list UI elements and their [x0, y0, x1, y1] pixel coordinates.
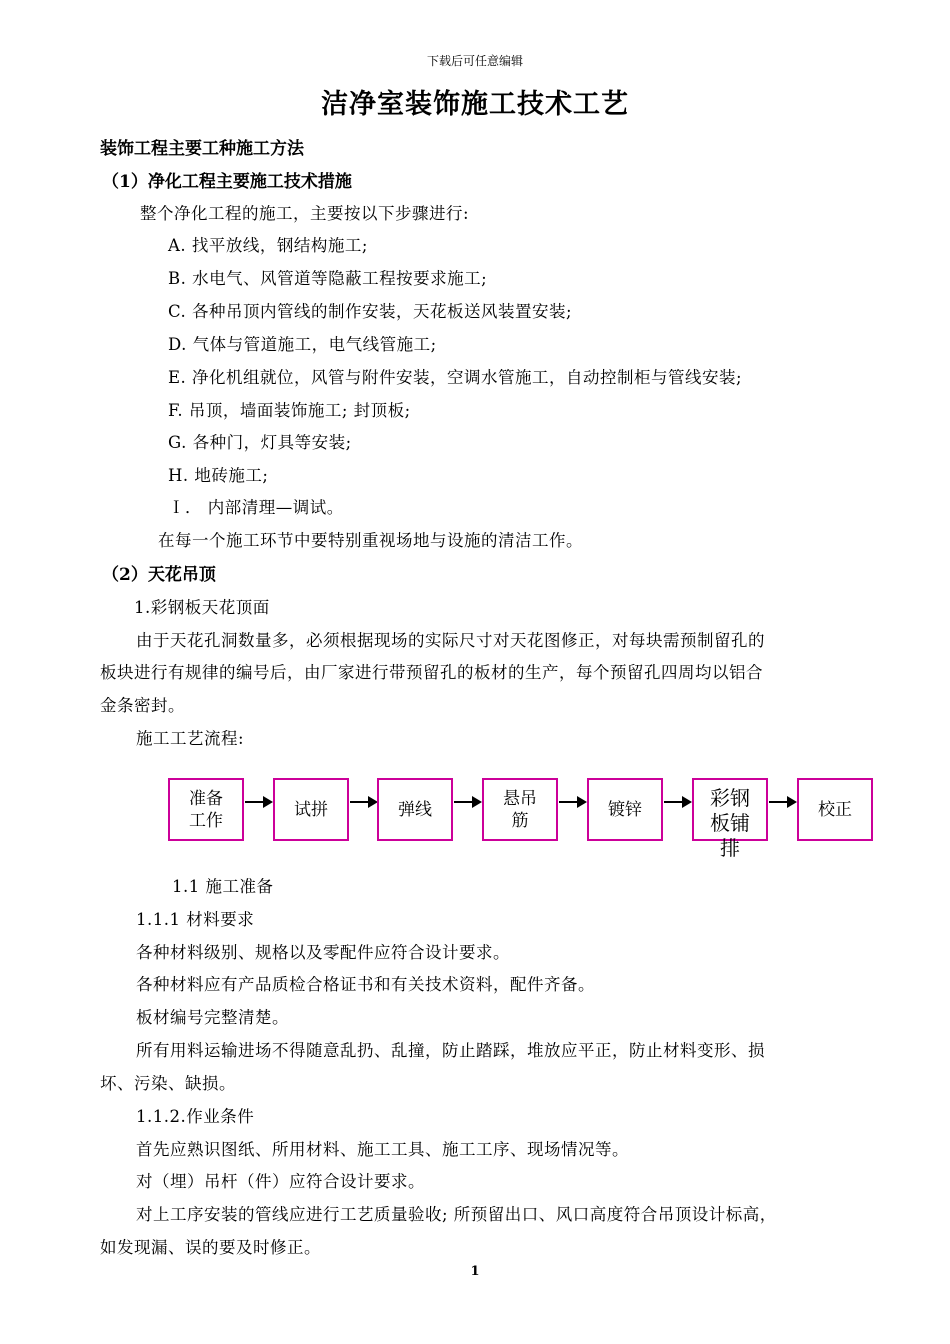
subheading-material-requirements: 1.1.1 材料要求 [136, 910, 255, 929]
part1-note: 在每一个施工环节中要特别重视场地与设施的清洁工作。 [158, 531, 583, 550]
paragraph-line: 如发现漏、误的要及时修正。 [100, 1238, 321, 1257]
arrow-icon [664, 801, 690, 803]
part1-intro: 整个净化工程的施工，主要按以下步骤进行: [140, 204, 470, 223]
paragraph-line: 首先应熟识图纸、所用材料、施工工具、施工工序、现场情况等。 [136, 1140, 629, 1159]
paragraph-line: 坏、污染、缺损。 [100, 1074, 236, 1093]
arrow-icon [245, 801, 271, 803]
flow-box-suspension-rod: 悬吊 筋 [482, 778, 558, 841]
document-title: 洁净室装饰施工技术工艺 [321, 89, 629, 120]
step-item: D. 气体与管道施工，电气线管施工; [168, 335, 437, 354]
paragraph-line: 金条密封。 [100, 696, 185, 715]
header-note: 下载后可任意编辑 [426, 54, 523, 68]
arrow-icon [350, 801, 376, 803]
flow-box-trial-assembly: 试拼 [273, 778, 349, 841]
paragraph-line: 由于天花孔洞数量多，必须根据现场的实际尺寸对天花图修正，对每块需预制留孔的 [136, 631, 765, 650]
step-item: H. 地砖施工; [168, 466, 269, 485]
step-item: A. 找平放线，钢结构施工; [168, 236, 368, 255]
subheading-color-steel-ceiling: 1.彩钢板天花顶面 [134, 598, 270, 617]
paragraph-line: 所有用料运输进场不得随意乱扔、乱撞，防止踏踩，堆放应平正，防止材料变形、损 [136, 1041, 765, 1060]
paragraph-line: 板块进行有规律的编号后，由厂家进行带预留孔的板材的生产，每个预留孔四周均以铝合 [100, 663, 763, 682]
paragraph-line: 对（埋）吊杆（件）应符合设计要求。 [136, 1172, 425, 1191]
flow-box-correction: 校正 [797, 778, 873, 841]
flow-box-galvanizing: 镀锌 [587, 778, 663, 841]
arrow-icon [769, 801, 795, 803]
step-item: C. 各种吊顶内管线的制作安装，天花板送风装置安装; [168, 302, 573, 321]
step-item: F. 吊顶，墙面装饰施工; 封顶板; [168, 401, 411, 420]
part2-heading: （2）天花吊顶 [102, 565, 216, 585]
step-item: G. 各种门，灯具等安装; [168, 433, 352, 452]
step-item: B. 水电气、风管道等隐蔽工程按要求施工; [168, 269, 488, 288]
arrow-icon [454, 801, 480, 803]
paragraph-line: 板材编号完整清楚。 [136, 1008, 289, 1027]
paragraph-line: 各种材料级别、规格以及零配件应符合设计要求。 [136, 943, 510, 962]
step-item: E. 净化机组就位，风管与附件安装，空调水管施工，自动控制柜与管线安装; [168, 368, 743, 387]
arrow-icon [559, 801, 585, 803]
section-heading: 装饰工程主要工种施工方法 [100, 139, 304, 159]
flow-box-panel-laying: 彩钢 板铺 排 [692, 778, 768, 841]
step-item: Ｉ． 内部清理—调试。 [168, 498, 344, 517]
flow-box-prepare: 准备 工作 [168, 778, 244, 841]
paragraph-line: 对上工序安装的管线应进行工艺质量验收; 所预留出口、风口高度符合吊顶设计标高， [136, 1205, 777, 1224]
part1-heading: （1）净化工程主要施工技术措施 [102, 172, 352, 192]
flow-box-line-marking: 弹线 [377, 778, 453, 841]
paragraph-line: 各种材料应有产品质检合格证书和有关技术资料，配件齐备。 [136, 975, 595, 994]
page-number: 1 [470, 1264, 480, 1279]
flow-label: 施工工艺流程: [136, 729, 245, 748]
subheading-construction-prep: 1.1 施工准备 [172, 877, 274, 896]
subheading-work-conditions: 1.1.2.作业条件 [136, 1107, 255, 1126]
